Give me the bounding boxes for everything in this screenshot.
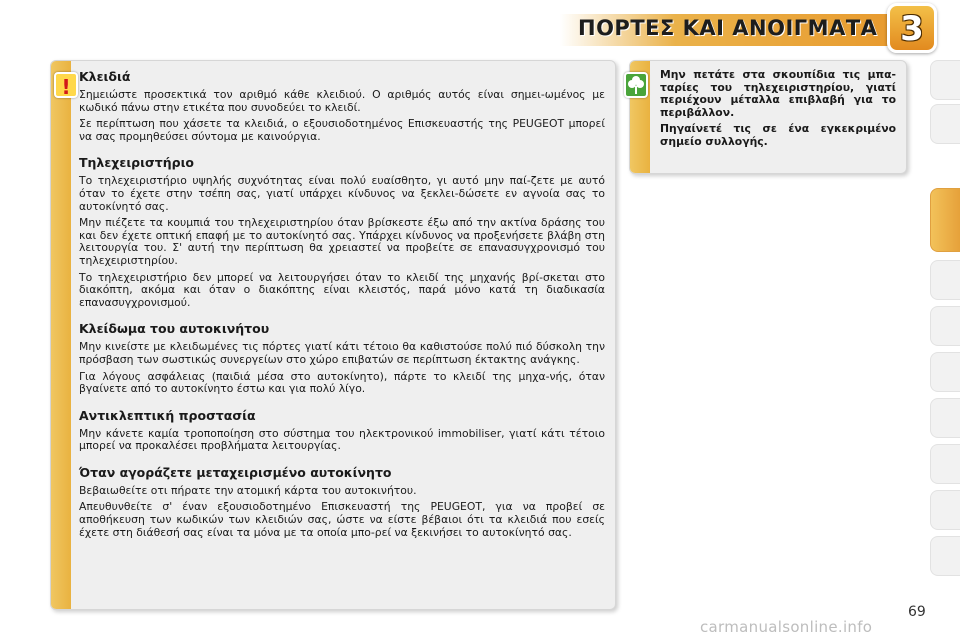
chapter-tab-3-active[interactable] (930, 188, 960, 252)
environment-note-panel (629, 60, 907, 174)
section-heading-used-car: Όταν αγοράζετε μεταχειρισμένο αυτοκίνητο (79, 464, 392, 480)
paragraph: Βεβαιωθείτε οτι πήρατε την ατομική κάρτα του αυτοκινήτου. (79, 483, 417, 497)
paragraph: Για λόγους ασφάλειας (παιδιά μέσα στο αυτοκίνητο), πάρτε το κλειδί της μηχα-νής, όταν βγαίνετε από το αυτοκίνητο έστω και για πολύ λίγο. (79, 369, 605, 396)
chapter-tab-5[interactable] (930, 306, 960, 346)
chapter-tab-1[interactable] (930, 60, 960, 100)
watermark: carmanualsonline.info (700, 618, 873, 636)
chapter-tab-9[interactable] (930, 490, 960, 530)
panel-stripe (51, 61, 71, 609)
paragraph: Το τηλεχειριστήριο υψηλής συχνότητας είναι πολύ ευαίσθητο, γι αυτό μην παί-ζετε με αυτό όταν το έχετε στην τσέπη σας, γιατί υπάρχει κίνδυνος να ξεκλει-δώσετε εν αγνοία σας το αυτοκίνητό σας. (79, 174, 605, 213)
chapter-tab-6[interactable] (930, 352, 960, 392)
chapter-tab-7[interactable] (930, 398, 960, 438)
chapter-tabs (930, 60, 960, 580)
note-content (660, 69, 896, 153)
chapter-number: 3 (900, 9, 924, 49)
page-number: 69 (908, 604, 926, 620)
clover-leaf-svg (626, 74, 646, 96)
chapter-tab-2[interactable] (930, 104, 960, 144)
chapter-tab-8[interactable] (930, 444, 960, 484)
note-paragraph: Μην πετάτε στα σκουπίδια τις μπα-ταρίες του τηλεχειριστηρίου, γιατί περιέχουν μέταλλα επιβλαβή για το περιβάλλον. (660, 68, 896, 119)
paragraph: Μην πιέζετε τα κουμπιά του τηλεχειριστηρίου όταν βρίσκεστε έξω από την ακτίνα δράσης του και δεν έχετε οπτική επαφή με το αυτοκίνητό σας. Υπάρχει κίνδυνος να προξενήσετε βλάβη στη λειτουργία του. Σ' αυτή την περίπτωση θα χρειαστεί να προβείτε σε επανασυγχρονισμό του τηλεχειριστηρίου. (79, 216, 605, 267)
section-heading-anti-theft: Αντικλεπτική προστασία (79, 407, 256, 423)
warning-icon: ! (54, 72, 78, 98)
page-header (0, 0, 960, 62)
warning-content (79, 65, 605, 543)
clover-leaf-icon (624, 72, 648, 98)
paragraph: Μην κινείστε με κλειδωμένες τις πόρτες γιατί κάτι τέτοιο θα καθιστούσε πολύ πιό δύσκολη την πρόσβαση των σωστικώς συνεργείων στο χώρο επιβατών σε περίπτωση έκτακτης ανάγκης. (79, 340, 605, 366)
chapter-tab-10[interactable] (930, 536, 960, 576)
chapter-tab-4[interactable] (930, 260, 960, 300)
paragraph: Το τηλεχειριστήριο δεν μπορεί να λειτουργήσει όταν το κλειδί της μηχανής βρί-σκεται στο διακόπτη, ακόμα και όταν ο διακόπτης είναι κλειστός, παρά μόνο κατά τη διαδικασία επανασυγχρονισμού. (79, 270, 605, 309)
section-heading-remote-control: Τηλεχειριστήριο (79, 155, 195, 171)
section-heading-keys: Κλειδιά (79, 69, 131, 84)
chapter-title: ΠΟΡΤΕΣ ΚΑΙ ΑΝΟΙΓΜΑΤΑ (578, 16, 878, 40)
paragraph: Μην κάνετε καμία τροποποίηση στο σύστημα του ηλεκτρονικού immobiliser, γιατί κάτι τέτοιο μπορεί να προκαλέσει προβλήματα λειτουργίας. (79, 426, 605, 453)
note-paragraph: Πηγαίνετέ τις σε ένα εγκεκριμένο σημείο συλλογής. (660, 122, 896, 148)
paragraph: Σημειώστε προσεκτικά τον αριθμό κάθε κλειδιού. Ο αριθμός αυτός είναι σημει-ωμένος με κωδικό πάνω στην ετικέτα που συνοδεύει το κλειδί. (79, 88, 605, 114)
paragraph: Απευθυνθείτε σ' έναν εξουσιοδοτημένο Επισκευαστή της PEUGEOT, για να προβεί σε αποθήκευση των κωδικών των κλειδιών σας, ώστε να είστε βέβαιοι ότι τα κλειδιά που εσείς έχετε στη διάθεσή σας είναι τα μόνα με τα οποία μπο-ρεί να ξεκινήσει το αυτοκίνητό σας. (79, 500, 605, 539)
warning-panel (50, 60, 616, 610)
section-heading-locking: Κλείδωμα του αυτοκινήτου (79, 321, 270, 337)
paragraph: Σε περίπτωση που χάσετε τα κλειδιά, ο εξουσιοδοτημένος Επισκευαστής της PEUGEOT μπορεί να σας προμηθεύσει σύντομα με καινούργια. (79, 117, 605, 143)
chapter-number-badge (887, 3, 937, 53)
